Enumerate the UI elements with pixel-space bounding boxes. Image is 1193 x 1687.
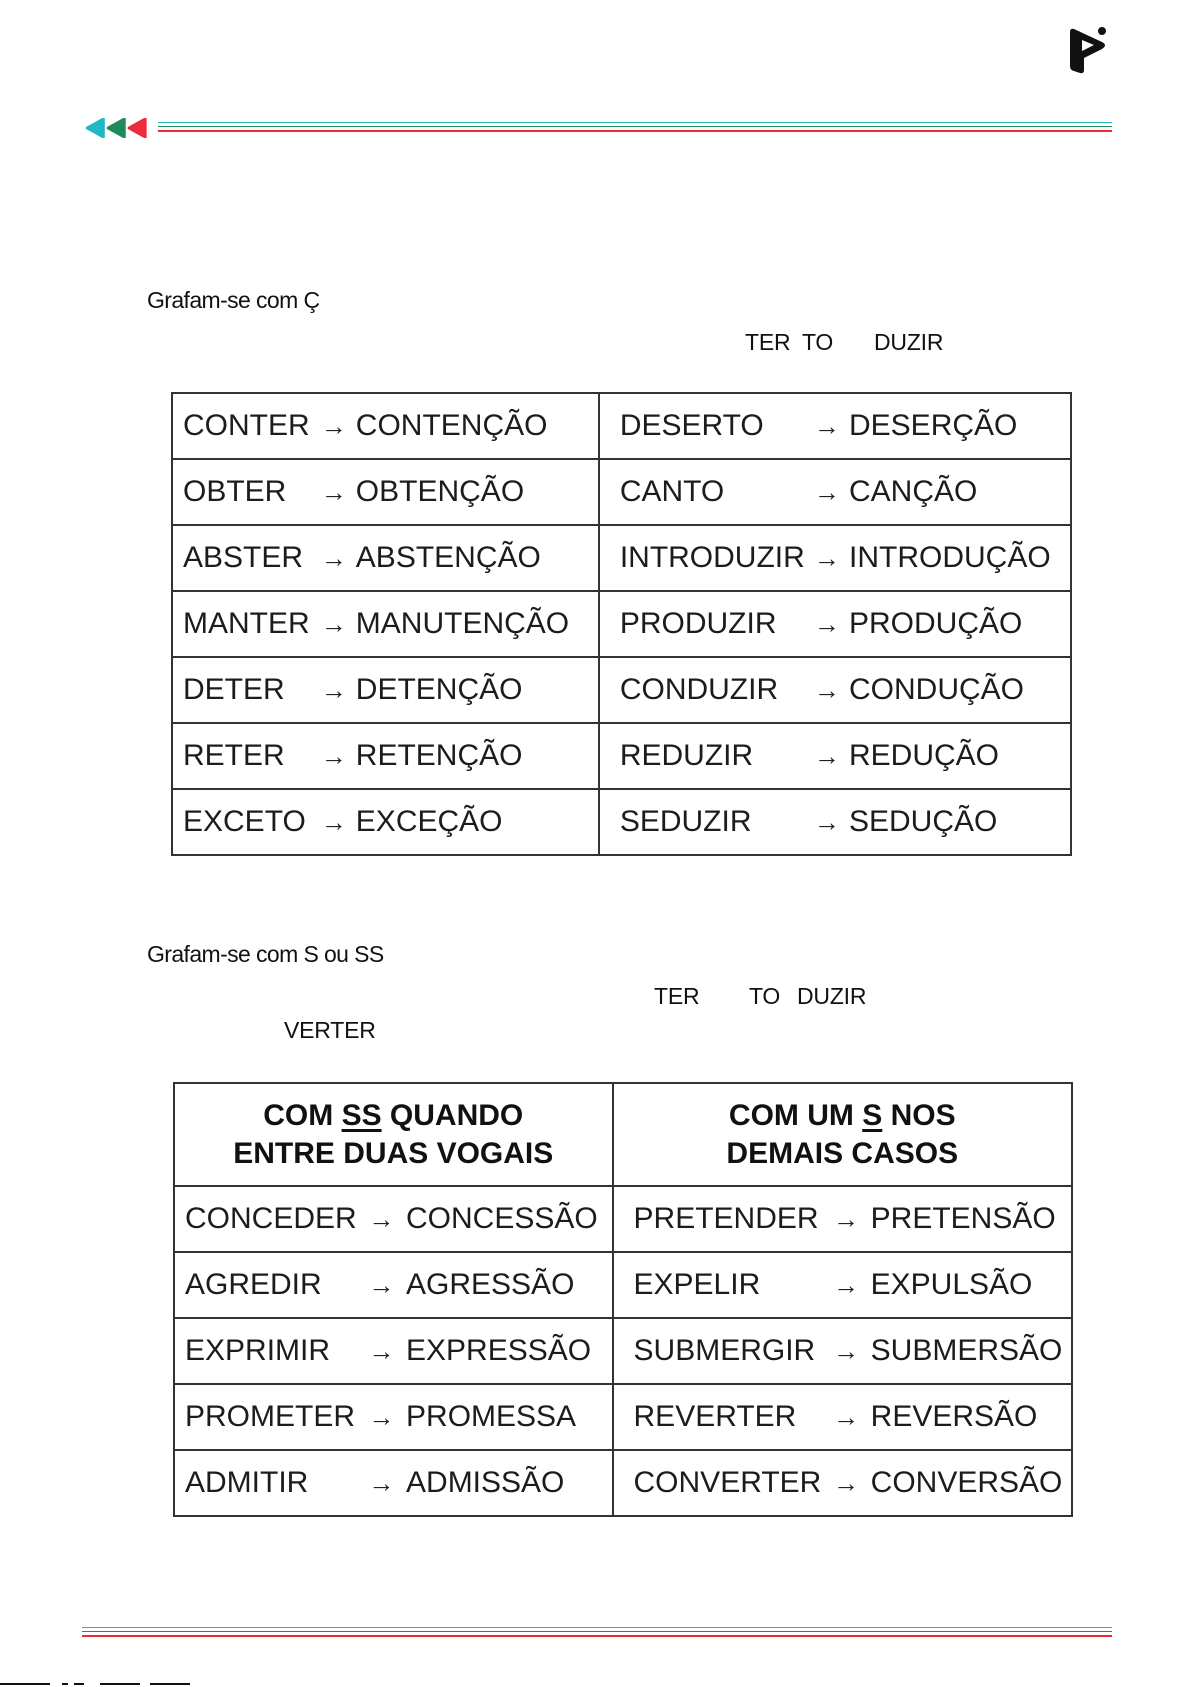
verb-cell: REDUZIR: [599, 723, 805, 789]
section2-frag-ter: TER: [654, 983, 700, 1009]
verb-cell: INTRODUZIR: [599, 525, 805, 591]
arrow-icon: →: [357, 1186, 406, 1252]
table-row: [172, 789, 1071, 855]
noun-cell: PRODUÇÃO: [849, 591, 1071, 657]
arrow-icon: →: [357, 1252, 406, 1318]
verb-cell: PROMETER: [174, 1384, 357, 1450]
noun-cell: SEDUÇÃO: [849, 789, 1071, 855]
verb-cell: SUBMERGIR: [613, 1318, 822, 1384]
noun-cell: RETENÇÃO: [356, 723, 599, 789]
header-stripes: [158, 122, 1112, 135]
arrow-icon: →: [821, 1318, 870, 1384]
section1-frag-duzir: DUZIR: [874, 329, 944, 355]
noun-cell: SUBMERSÃO: [871, 1318, 1072, 1384]
header-decoration: [82, 118, 1112, 138]
arrow-icon: →: [805, 789, 849, 855]
section1-frag-to: TO: [802, 329, 834, 355]
verb-cell: CONDUZIR: [599, 657, 805, 723]
arrow-icon: →: [821, 1186, 870, 1252]
section2-frag-duzir: DUZIR: [797, 983, 867, 1009]
noun-cell: EXPULSÃO: [871, 1252, 1072, 1318]
noun-cell: INTRODUÇÃO: [849, 525, 1071, 591]
noun-cell: CONDUÇÃO: [849, 657, 1071, 723]
three-triangles-icon: [82, 118, 154, 138]
table-row: [172, 591, 1071, 657]
verb-cell: DETER: [172, 657, 312, 723]
verb-cell: CONVERTER: [613, 1450, 822, 1516]
arrow-icon: →: [805, 657, 849, 723]
noun-cell: EXCEÇÃO: [356, 789, 599, 855]
section2-title: Grafam-se com S ou SS: [147, 941, 384, 967]
verb-cell: MANTER: [172, 591, 312, 657]
table-row: [172, 657, 1071, 723]
arrow-icon: →: [821, 1450, 870, 1516]
noun-cell: EXPRESSÃO: [406, 1318, 613, 1384]
table-row: [174, 1450, 1072, 1516]
verb-cell: DESERTO: [599, 393, 805, 459]
table-row: [174, 1252, 1072, 1318]
noun-cell: PRETENSÃO: [871, 1186, 1072, 1252]
section2-frag-to: TO: [749, 983, 781, 1009]
arrow-icon: →: [821, 1384, 870, 1450]
table-row: [172, 393, 1071, 459]
noun-cell: ABSTENÇÃO: [356, 525, 599, 591]
verb-cell: CONCEDER: [174, 1186, 357, 1252]
table-row: [172, 723, 1071, 789]
table-row: [172, 525, 1071, 591]
arrow-icon: →: [312, 525, 356, 591]
section1-frag-ter: TER: [745, 329, 791, 355]
arrow-icon: →: [312, 789, 356, 855]
noun-cell: REDUÇÃO: [849, 723, 1071, 789]
footer-stripes: [82, 1627, 1112, 1640]
verb-cell: EXCETO: [172, 789, 312, 855]
noun-cell: PROMESSA: [406, 1384, 613, 1450]
section2-header-left: COM SS QUANDO ENTRE DUAS VOGAIS: [174, 1083, 613, 1186]
verb-cell: CONTER: [172, 393, 312, 459]
arrow-icon: →: [805, 393, 849, 459]
brand-logo-icon: [1066, 26, 1112, 76]
section2-header-row: [174, 1083, 1072, 1186]
verb-cell: ABSTER: [172, 525, 312, 591]
bottom-edge-mark: [0, 1682, 190, 1687]
arrow-icon: →: [312, 393, 356, 459]
arrow-icon: →: [805, 525, 849, 591]
verb-cell: PRETENDER: [613, 1186, 822, 1252]
noun-cell: AGRESSÃO: [406, 1252, 613, 1318]
table-row: [172, 459, 1071, 525]
verb-cell: OBTER: [172, 459, 312, 525]
noun-cell: CANÇÃO: [849, 459, 1071, 525]
verb-cell: SEDUZIR: [599, 789, 805, 855]
noun-cell: DETENÇÃO: [356, 657, 599, 723]
section2-frag-verter: VERTER: [284, 1017, 376, 1043]
arrow-icon: →: [357, 1384, 406, 1450]
arrow-icon: →: [805, 591, 849, 657]
noun-cell: CONCESSÃO: [406, 1186, 613, 1252]
arrow-icon: →: [312, 657, 356, 723]
verb-cell: CANTO: [599, 459, 805, 525]
verb-cell: ADMITIR: [174, 1450, 357, 1516]
arrow-icon: →: [357, 1450, 406, 1516]
noun-cell: MANUTENÇÃO: [356, 591, 599, 657]
table-row: [174, 1384, 1072, 1450]
noun-cell: ADMISSÃO: [406, 1450, 613, 1516]
table-row: [174, 1318, 1072, 1384]
verb-cell: RETER: [172, 723, 312, 789]
noun-cell: CONVERSÃO: [871, 1450, 1072, 1516]
noun-cell: DESERÇÃO: [849, 393, 1071, 459]
arrow-icon: →: [805, 723, 849, 789]
verb-cell: PRODUZIR: [599, 591, 805, 657]
arrow-icon: →: [312, 459, 356, 525]
noun-cell: CONTENÇÃO: [356, 393, 599, 459]
verb-cell: REVERTER: [613, 1384, 822, 1450]
section2-header-right: COM UM S NOS DEMAIS CASOS: [613, 1083, 1072, 1186]
arrow-icon: →: [312, 591, 356, 657]
arrow-icon: →: [805, 459, 849, 525]
arrow-icon: →: [821, 1252, 870, 1318]
noun-cell: REVERSÃO: [871, 1384, 1072, 1450]
section2-table: [173, 1082, 1073, 1517]
noun-cell: OBTENÇÃO: [356, 459, 599, 525]
verb-cell: AGREDIR: [174, 1252, 357, 1318]
verb-cell: EXPRIMIR: [174, 1318, 357, 1384]
arrow-icon: →: [357, 1318, 406, 1384]
table-row: [174, 1186, 1072, 1252]
section1-table: [171, 392, 1072, 856]
verb-cell: EXPELIR: [613, 1252, 822, 1318]
arrow-icon: →: [312, 723, 356, 789]
section1-title: Grafam-se com Ç: [147, 287, 320, 313]
